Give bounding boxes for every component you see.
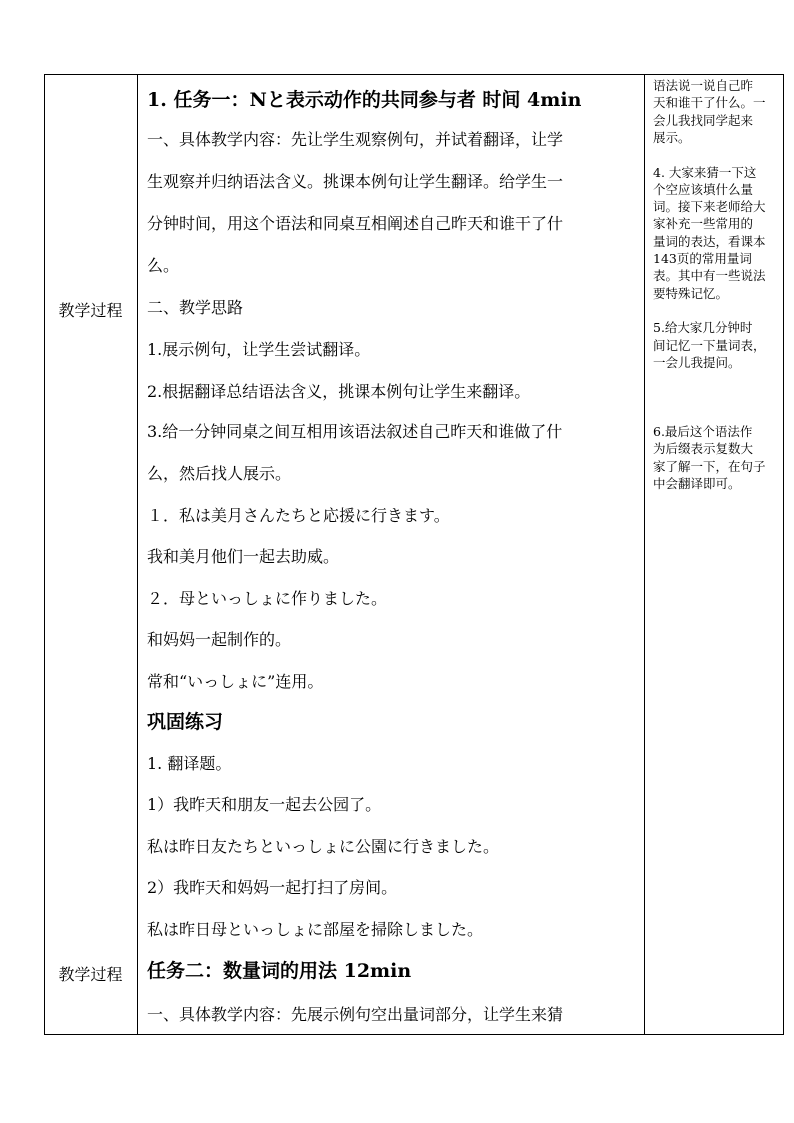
note-line: 间记忆一下量词表， — [653, 337, 766, 353]
content-line: 1）我昨天和朋友一起去公园了。 — [147, 795, 382, 814]
table-left-border — [44, 74, 45, 1034]
content-line: 么。 — [147, 256, 180, 275]
content-line: 私は昨日友たちといっしょに公園に行きました。 — [147, 837, 500, 856]
note-line: 量词的表达，看课本 — [653, 233, 766, 249]
content-line: 二、教学思路 — [147, 298, 244, 317]
note-line: 中会翻译即可。 — [653, 475, 741, 491]
note-line: 表。其中有一些说法 — [653, 268, 766, 284]
note-line: 天和谁干了什么。一 — [653, 95, 766, 111]
lesson-table — [44, 74, 784, 1034]
note-line: 一会儿我提问。 — [653, 354, 741, 370]
section-heading: 巩固练习 — [147, 711, 224, 733]
note-line: 会儿我找同学起来 — [653, 112, 754, 128]
content-line: １．私は美月さんたちと応援に行きます。 — [147, 506, 450, 525]
table-top-border — [44, 74, 784, 75]
note-line: 家补充一些常用的 — [653, 216, 754, 232]
content-line: 生观察并归纳语法含义。挑课本例句让学生翻译。给学生一 — [147, 172, 564, 191]
content-line: 分钟时间，用这个语法和同桌互相阐述自己昨天和谁干了什 — [147, 214, 564, 233]
note-line: 展示。 — [653, 129, 691, 145]
row-label-teaching-process: 教学过程 — [58, 965, 123, 984]
note-line: 要特殊记忆。 — [653, 285, 729, 301]
content-line: 我和美月他们一起去助威。 — [147, 547, 340, 566]
content-line: 一、具体教学内容：先让学生观察例句，并试着翻译，让学 — [147, 130, 564, 149]
content-line: 2.根据翻译总结语法含义，挑课本例句让学生来翻译。 — [147, 382, 531, 401]
note-line: 5.给大家几分钟时 — [653, 320, 753, 336]
column-divider-1 — [137, 74, 138, 1034]
row-label-teaching-process: 教学过程 — [58, 301, 123, 320]
content-line: 3.给一分钟同桌之间互相用该语法叙述自己昨天和谁做了什 — [147, 422, 563, 441]
note-line: 4. 大家来猜一下这 — [653, 164, 757, 180]
content-line: 一、具体教学内容：先展示例句空出量词部分，让学生来猜 — [147, 1005, 564, 1024]
content-line: ２．母といっしょに作りました。 — [147, 589, 388, 608]
table-right-border — [783, 74, 784, 1034]
note-line: 语法说一说自己昨 — [653, 78, 754, 93]
content-line: 1.展示例句，让学生尝试翻译。 — [147, 340, 371, 359]
content-line: 么，然后找人展示。 — [147, 464, 292, 483]
note-line: 词。接下来老师给大 — [653, 199, 766, 215]
column-divider-2 — [644, 74, 645, 1034]
note-line: 家了解一下，在句子 — [653, 458, 766, 474]
note-line: 6.最后这个语法作 — [653, 424, 753, 439]
content-line: 2）我昨天和妈妈一起打扫了房间。 — [147, 878, 398, 897]
table-bottom-border — [44, 1034, 784, 1035]
section-heading: 任务二：数量词的用法 12min — [147, 960, 412, 982]
content-line: 1. 翻译题。 — [147, 754, 232, 773]
note-line: 为后缀表示复数大 — [653, 441, 754, 457]
section-heading: 1. 任务一：Nと表示动作的共同参与者 时间 4min — [147, 89, 582, 111]
note-line: 143页的常用量词 — [653, 251, 752, 266]
content-line: 和妈妈一起制作的。 — [147, 630, 292, 649]
note-line: 个空应该填什么量 — [653, 181, 754, 197]
content-line: 私は昨日母といっしょに部屋を掃除しました。 — [147, 920, 484, 939]
content-line: 常和“いっしょに”连用。 — [147, 672, 324, 691]
